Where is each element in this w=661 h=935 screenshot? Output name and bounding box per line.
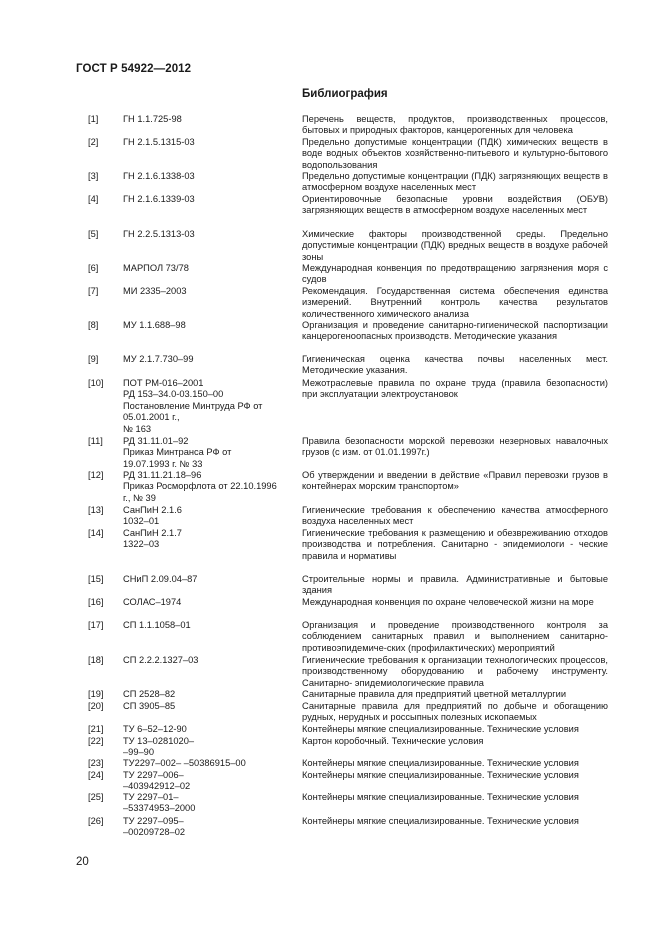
entry-number: [9] xyxy=(88,354,99,364)
entry-number: [10] xyxy=(88,378,104,388)
entry-code-line: Приказ Минтранса РФ от xyxy=(123,447,232,458)
entry-code-line: ГН 2.1.6.1339-03 xyxy=(123,194,195,204)
entry-title: Контейнеры мягкие специализированные. Технические условия xyxy=(302,758,579,768)
entry-document-code xyxy=(123,736,293,759)
entry-code-line: СП 2528–82 xyxy=(123,689,176,699)
entry-number: [13] xyxy=(88,505,104,515)
entry-code-line: Приказ Росморфлота от 22.10.1996 xyxy=(123,481,277,492)
entry-document-code xyxy=(123,171,293,182)
bibliography-title: Библиография xyxy=(302,88,388,100)
entry-title: Контейнеры мягкие специализированные. Технические условия xyxy=(302,724,579,734)
entry-number: [7] xyxy=(88,286,99,296)
entry-document-code xyxy=(123,574,293,585)
entry-code-line: ТУ 2297–095– xyxy=(123,816,184,826)
entry-number: [17] xyxy=(88,620,104,630)
entry-document-code xyxy=(123,620,293,631)
entry-number: [1] xyxy=(88,114,99,124)
entry-code-line: –00209728–02 xyxy=(123,827,186,838)
entry-code-line: ТУ 2297–01– xyxy=(123,792,179,802)
entry-number: [18] xyxy=(88,655,104,665)
page-number: 20 xyxy=(76,856,89,868)
entry-code-line: СП 2.2.2.1327–03 xyxy=(123,655,199,665)
entry-code-line: 1322–03 xyxy=(123,539,160,550)
entry-code-line: ГН 2.1.6.1338-03 xyxy=(123,171,195,181)
entry-number: [12] xyxy=(88,470,104,480)
entry-code-line: 19.07.1993 г. № 33 xyxy=(123,458,203,469)
entry-document-code xyxy=(123,229,293,240)
entry-document-code xyxy=(123,114,293,125)
entry-number: [16] xyxy=(88,597,104,607)
entry-number: [25] xyxy=(88,792,104,802)
entry-number: [4] xyxy=(88,194,99,204)
entry-title: Картон коробочный. Технические условия xyxy=(302,736,484,746)
entry-code-line: ГН 1.1.725-98 xyxy=(123,114,182,124)
entry-document-code xyxy=(123,194,293,205)
entry-document-code xyxy=(123,354,293,365)
entry-code-line: ТУ 6–52–12-90 xyxy=(123,724,187,734)
entry-document-code xyxy=(123,701,293,712)
entry-document-code xyxy=(123,378,293,435)
entry-code-line: г., № 39 xyxy=(123,492,156,503)
entry-title: Гигиеническая оценка качества почвы населенных мест. Методические указания. xyxy=(302,354,608,376)
entry-code-line: –53374953–2000 xyxy=(123,803,196,814)
entry-document-code xyxy=(123,470,293,504)
entry-number: [5] xyxy=(88,229,99,239)
entry-code-line: ТУ 13–0281020– xyxy=(123,736,195,746)
entry-title: Гигиенические требования к размещению и обезвреживанию отходов производства и потребления. Санитарно - эпидемиологи - ческие правила и нормативы xyxy=(302,528,608,561)
entry-code-line: СОЛАС–1974 xyxy=(123,597,182,607)
entry-document-code xyxy=(123,286,293,297)
entry-number: [8] xyxy=(88,320,99,330)
entry-document-code xyxy=(123,770,293,793)
entry-title: Ориентировочные безопасные уровни воздействия (ОБУВ) загрязняющих веществ в атмосферном воздухе населенных мест xyxy=(302,194,608,216)
entry-title: Контейнеры мягкие специализированные. Технические условия xyxy=(302,792,579,802)
entry-document-code xyxy=(123,597,293,608)
entry-code-line: –403942912–02 xyxy=(123,781,191,792)
entry-title: Предельно допустимые концентрации (ПДК) загрязняющих веществ в атмосферном воздухе населенных мест xyxy=(302,171,608,193)
entry-number: [6] xyxy=(88,263,99,273)
entry-document-code xyxy=(123,689,293,700)
entry-number: [3] xyxy=(88,171,99,181)
entry-document-code xyxy=(123,724,293,735)
entry-number: [14] xyxy=(88,528,104,538)
entry-code-line: Постановление Минтруда РФ от xyxy=(123,400,263,411)
entry-code-line: РД 31.11.01–92 xyxy=(123,436,189,446)
entry-number: [23] xyxy=(88,758,104,768)
entry-code-line: № 163 xyxy=(123,423,152,434)
entry-code-line: ТУ 2297–006– xyxy=(123,770,184,780)
entry-title: Санитарные правила для предприятий цветной металлургии xyxy=(302,689,567,699)
entry-code-line: СанПиН 2.1.7 xyxy=(123,528,182,538)
entry-code-line: 05.01.2001 г., xyxy=(123,412,180,423)
entry-code-line: СНиП 2.09.04–87 xyxy=(123,574,198,584)
entry-document-code xyxy=(123,436,293,470)
entry-document-code xyxy=(123,137,293,148)
entry-code-line: ГН 2.2.5.1313-03 xyxy=(123,229,195,239)
entry-code-line: МАРПОЛ 73/78 xyxy=(123,263,189,273)
entry-number: [2] xyxy=(88,137,99,147)
entry-number: [22] xyxy=(88,736,104,746)
document-code-header: ГОСТ Р 54922—2012 xyxy=(76,63,192,75)
entry-title: Предельно допустимые концентрации (ПДК) химических веществ в воде водных объектов хозяйственно-питьевого и культурно-бытового водопользования xyxy=(302,137,608,170)
entry-code-line: СП 3905–85 xyxy=(123,701,176,711)
entry-code-line: МУ 1.1.688–98 xyxy=(123,320,186,330)
entry-code-line: СанПиН 2.1.6 xyxy=(123,505,182,515)
entry-document-code xyxy=(123,655,293,666)
entry-document-code xyxy=(123,528,293,551)
entry-code-line: 1032–01 xyxy=(123,516,160,527)
entry-title: Санитарные правила для предприятий по добыче и обогащению рудных, нерудных и россыпных полезных ископаемых xyxy=(302,701,608,723)
entry-title: Организация и проведение производственного контроля за соблюдением санитарных правил и выполнением санитарно-противоэпидемиче-ских (профилактических) мероприятий xyxy=(302,620,608,653)
entry-title: Строительные нормы и правила. Административные и бытовые здания xyxy=(302,574,608,596)
entry-code-line: ГН 2.1.5.1315-03 xyxy=(123,137,195,147)
entry-number: [19] xyxy=(88,689,104,699)
entry-document-code xyxy=(123,263,293,274)
entry-code-line: СП 1.1.1058–01 xyxy=(123,620,191,630)
entry-document-code xyxy=(123,758,293,769)
entry-number: [21] xyxy=(88,724,104,734)
entry-code-line: РД 153–34.0-03.150–00 xyxy=(123,389,224,400)
entry-title: Контейнеры мягкие специализированные. Технические условия xyxy=(302,816,579,826)
entry-code-line: ПОТ РМ-016–2001 xyxy=(123,378,204,388)
entry-document-code xyxy=(123,505,293,528)
entry-title: Химические факторы производственной среды. Предельно допустимые концентрации (ПДК) вредных веществ в воздухе рабочей зоны xyxy=(302,229,608,262)
entry-title: Гигиенические требования к организации технологических процессов, производственному оборудованию и рабочему инструменту. Санитарно- эпидемиологические правила xyxy=(302,655,608,688)
entry-title: Международная конвенция по предотвращению загрязнения моря с судов xyxy=(302,263,608,285)
entry-code-line: МИ 2335–2003 xyxy=(123,286,187,296)
entry-code-line: –99–90 xyxy=(123,747,155,758)
entry-title: Перечень веществ, продуктов, производственных процессов, бытовых и природных факторов, канцерогенных для человека xyxy=(302,114,608,136)
entry-number: [24] xyxy=(88,770,104,780)
entry-document-code xyxy=(123,792,293,815)
entry-document-code xyxy=(123,320,293,331)
entry-code-line: РД 31.11.21.18–96 xyxy=(123,470,202,480)
entry-title: Об утверждении и введении в действие «Правил перевозки грузов в контейнерах морским транспортом» xyxy=(302,470,608,492)
entry-code-line: ТУ2297–002– –50386915–00 xyxy=(123,758,246,768)
entry-title: Правила безопасности морской перевозки незерновых навалочных грузов (с изм. от 01.01.1997г.) xyxy=(302,436,608,458)
entry-number: [20] xyxy=(88,701,104,711)
entry-number: [11] xyxy=(88,436,103,446)
entry-number: [26] xyxy=(88,816,104,826)
entry-code-line: МУ 2.1.7.730–99 xyxy=(123,354,194,364)
entry-number: [15] xyxy=(88,574,104,584)
entry-title: Межотраслевые правила по охране труда (правила безопасности) при эксплуатации электроустановок xyxy=(302,378,608,400)
entry-title: Рекомендация. Государственная система обеспечения единства измерений. Внутренний контроль качества результатов количественного химического анализа xyxy=(302,286,608,319)
entry-document-code xyxy=(123,816,293,839)
entry-title: Контейнеры мягкие специализированные. Технические условия xyxy=(302,770,579,780)
entry-title: Организация и проведение санитарно-гигиенической паспортизации канцерогеноопасных производств. Методические указания xyxy=(302,320,608,342)
entry-title: Гигиенические требования к обеспечению качества атмосферного воздуха населенных мест xyxy=(302,505,608,527)
entry-title: Международная конвенция по охране человеческой жизни на море xyxy=(302,597,594,607)
